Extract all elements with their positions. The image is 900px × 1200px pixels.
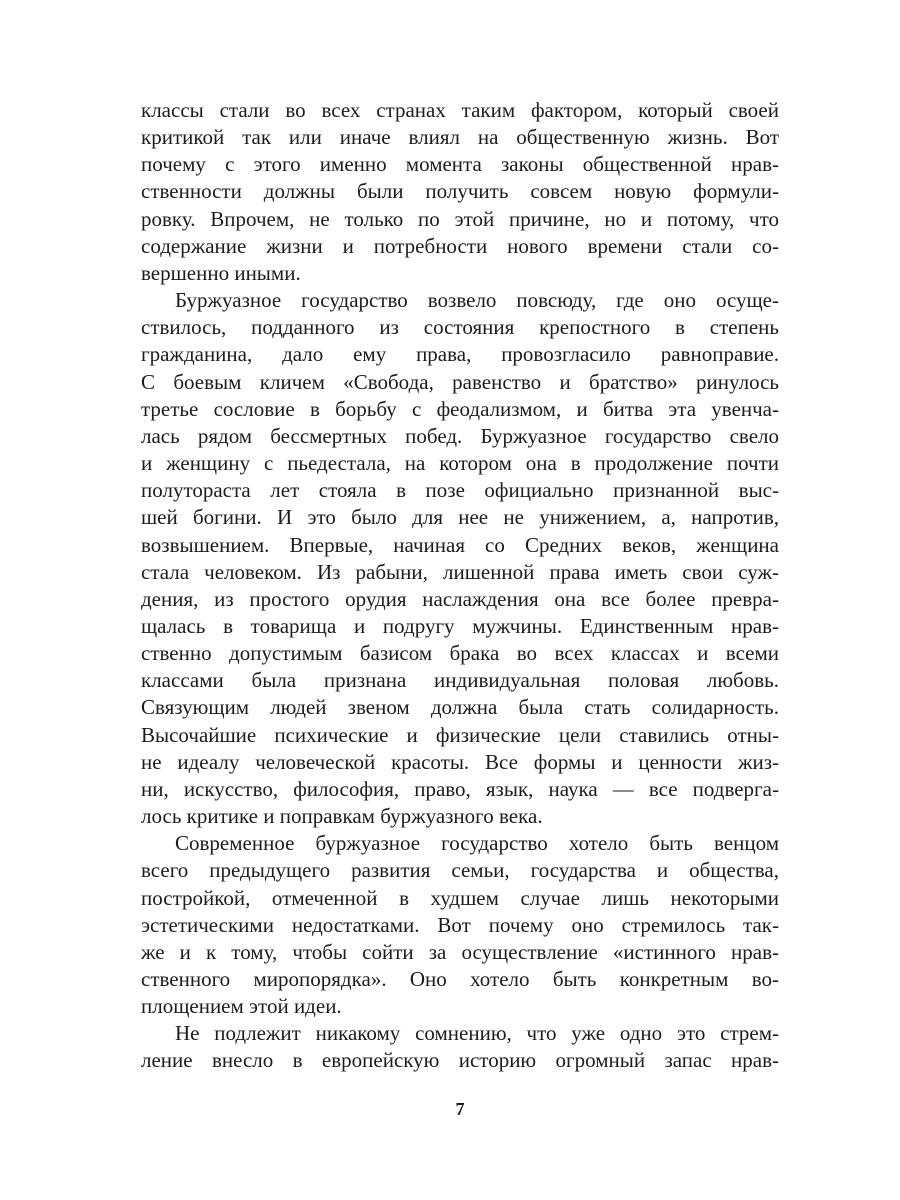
text-line: ни, искусство, философия, право, язык, наука — все подверга- (141, 776, 779, 801)
text-line: почему с этого именно момента законы общественной нрав- (141, 152, 779, 177)
text-line: площением этой идеи. (141, 994, 342, 1019)
text-line: классы стали во всех странах таким фактором, который своей (141, 98, 779, 122)
text-line: Высочайшие психические и физические цели ставились отны- (141, 722, 779, 747)
text-line: ление внесло в европейскую историю огромный запас нрав- (141, 1048, 779, 1073)
text-line: Буржуазное государство возвело повсюду, где оно осуще- (175, 288, 779, 313)
text-line: возвышением. Впервые, начиная со Средних веков, женщина (141, 532, 779, 557)
text-line: дения, из простого орудия наслаждения она все более превра- (141, 586, 779, 611)
text-line: щалась в товарища и подругу мужчины. Единственным нрав- (141, 613, 779, 638)
text-line: Не подлежит никакому сомнению, что уже одно это стрем- (175, 1021, 779, 1046)
text-line: же и к тому, чтобы сойти за осуществление «истинного нрав- (141, 939, 779, 964)
page-number: 7 (455, 1099, 465, 1119)
text-line: ственности должны были получить совсем новую формули- (141, 179, 779, 204)
text-line: лось критике и поправкам буржуазного века. (141, 804, 543, 829)
text-line: ровку. Впрочем, не только по этой причине, но и потому, что (141, 206, 779, 231)
text-line: стала человеком. Из рабыни, лишенной права иметь свои суж- (141, 559, 779, 584)
text-line: гражданина, дало ему права, провозгласило равноправие. (141, 342, 779, 367)
text-line: третье сословие в борьбу с феодализмом, и битва эта увенча- (141, 396, 779, 421)
text-line: не идеалу человеческой красоты. Все формы и ценности жиз- (141, 749, 779, 774)
text-line: всего предыдущего развития семьи, государства и общества, (141, 858, 779, 883)
text-line: С боевым кличем «Свобода, равенство и братство» ринулось (141, 369, 779, 394)
text-line: ственно допустимым базисом брака во всех классах и всеми (141, 641, 779, 666)
text-line: классами была признана индивидуальная половая любовь. (141, 668, 779, 693)
text-line: вершенно иными. (141, 260, 301, 285)
text-line: эстетическими недостатками. Вот почему оно стремилось так- (141, 912, 779, 937)
text-line: критикой так или иначе влиял на общественную жизнь. Вот (141, 125, 779, 150)
text-line: Связующим людей звеном должна была стать солидарность. (141, 695, 779, 720)
text-line: ственного миропорядка». Оно хотело быть конкретным во- (141, 967, 779, 991)
text-line: Современное буржуазное государство хотело быть венцом (175, 831, 779, 856)
text-line: лась рядом бессмертных побед. Буржуазное государство свело (141, 423, 779, 448)
text-line: полутораста лет стояла в позе официально признанной выс- (141, 478, 779, 503)
text-line: содержание жизни и потребности нового времени стали со- (141, 233, 779, 258)
text-line: ствилось, подданного из состояния крепостного в степень (141, 315, 779, 340)
text-line: шей богини. И это было для нее не унижением, а, напротив, (141, 505, 779, 530)
text-line: постройкой, отмеченной в худшем случае лишь некоторыми (141, 885, 779, 910)
text-line: и женщину с пьедестала, на котором она в продолжение почти (141, 451, 779, 476)
text-block (141, 97, 779, 1075)
